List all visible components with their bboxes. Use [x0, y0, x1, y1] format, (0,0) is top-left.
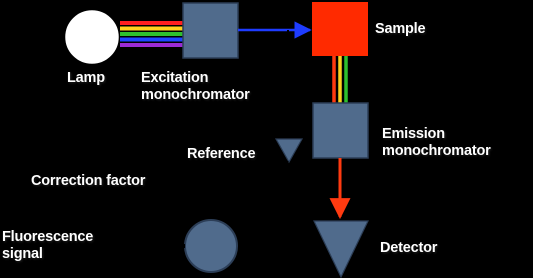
reference-signal-arrow — [236, 161, 288, 229]
excitation-label-line2: monochromator — [141, 87, 250, 103]
detector-label: Detector — [380, 240, 438, 256]
lamp-label: Lamp — [67, 70, 105, 86]
detector-triangle — [314, 221, 368, 277]
fluorescence-label-line2: signal — [2, 246, 43, 262]
lamp-circle — [64, 9, 120, 65]
sample-label: Sample — [375, 21, 426, 37]
correction-factor-label: Correction factor — [31, 173, 146, 189]
excitation-monochromator-box — [183, 3, 238, 58]
fluorescence-signal-label — [2, 229, 93, 263]
lamp-spectrum-beam — [120, 23, 183, 45]
emission-monochromator-label — [382, 126, 491, 160]
fluorescence-output-arrowhead — [92, 238, 108, 254]
emission-spectrum-beam — [334, 56, 346, 103]
reference-detector-triangle — [276, 139, 302, 162]
emission-monochromator-box — [313, 103, 368, 158]
excitation-monochromator-label — [141, 70, 250, 104]
excitation-label-line1: Excitation — [141, 70, 209, 86]
emission-label-line2: monochromator — [382, 143, 491, 159]
reference-label: Reference — [187, 146, 256, 162]
emission-label-line1: Emission — [382, 126, 445, 142]
sample-box — [312, 2, 368, 56]
signal-processor-circle — [185, 220, 237, 272]
fluorescence-label-line1: Fluorescence — [2, 229, 94, 245]
